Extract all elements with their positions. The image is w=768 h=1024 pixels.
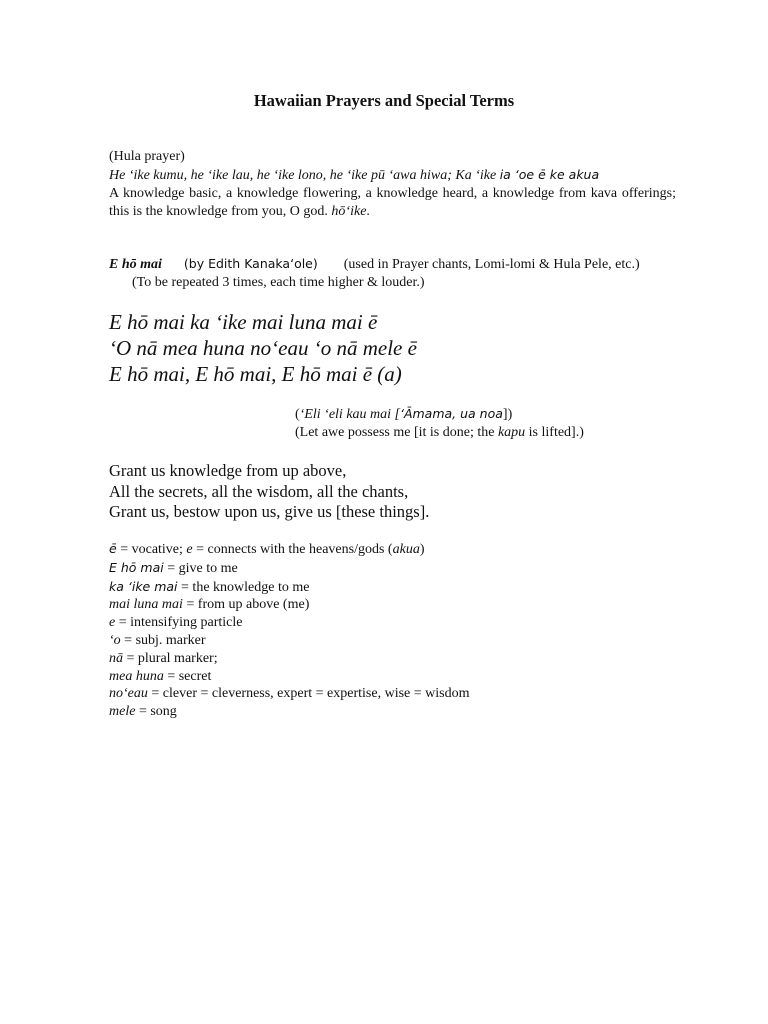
ehomai-author: (by Edith Kanakaʻole): [183, 256, 318, 271]
hula-hawaiian-part-a: He ʻike kumu, he ʻike lau, he ʻike lono, he ʻike pū ʻawa hiwa; Ka ʻike: [109, 168, 500, 183]
glossary: [109, 540, 469, 721]
ehomai-title: E hō mai: [109, 257, 162, 272]
hula-prayer-translation: [109, 185, 676, 221]
glossary-item: [109, 703, 469, 721]
glossary-item: [109, 668, 469, 686]
glossary-term: mai luna mai: [109, 597, 183, 613]
hula-prayer-hawaiian: [109, 166, 676, 185]
glossary-term: noʻeau: [109, 686, 148, 702]
glossary-definition: = the knowledge to me: [177, 579, 310, 595]
glossary-definition: = vocative;: [116, 542, 187, 557]
glossary-definition: ): [419, 542, 425, 557]
glossary-term: akua: [392, 542, 420, 557]
glossary-definition: = subj. marker: [120, 632, 206, 648]
glossary-definition: = song: [135, 704, 177, 720]
hula-hawaiian-part-b: ia ʻoe ē ke akua: [499, 167, 600, 182]
glossary-definition: = intensifying particle: [115, 615, 243, 631]
aside-open: (: [295, 407, 300, 422]
glossary-item: [109, 540, 469, 559]
glossary-item: [109, 614, 469, 632]
chant-translation: [109, 461, 429, 523]
glossary-definition: = give to me: [163, 560, 238, 576]
glossary-term: ka ʻike mai: [109, 578, 178, 594]
chant-line-1: E hō mai ka ʻike mai luna mai ē: [109, 310, 378, 334]
ehomai-title-line: [109, 255, 676, 274]
chant-line-2: ʻO nā mea huna noʻeau ʻo nā mele ē: [109, 336, 417, 360]
glossary-term: mele: [109, 704, 136, 720]
aside-hawaiian-part-a: ʻEli ʻeli kau mai [: [299, 407, 400, 422]
glossary-term: E hō mai: [109, 559, 164, 575]
aside-hawaiian: [295, 405, 584, 424]
glossary-item: [109, 596, 469, 614]
aside-translation-b: is lifted].): [525, 425, 584, 440]
glossary-item: [109, 685, 469, 703]
glossary-item: [109, 578, 469, 597]
ehomai-heading: [109, 255, 676, 292]
glossary-definition: = connects with the heavens/gods (: [192, 542, 393, 557]
glossary-item: [109, 559, 469, 578]
glossary-term: ē: [109, 541, 117, 556]
hula-translation-text: A knowledge basic, a knowledge flowering, a knowledge heard, a knowledge from kava offerings; this is the knowledge from you, O god.: [109, 186, 676, 219]
hula-translation-end: .: [366, 204, 370, 219]
ehomai-repeat-note: (To be repeated 3 times, each time higher & louder.): [132, 275, 425, 290]
grant-line-1: Grant us knowledge from up above,: [109, 461, 347, 480]
aside-translation-a: (Let awe possess me [it is done; the: [295, 425, 498, 440]
grant-line-3: Grant us, bestow upon us, give us [these things].: [109, 502, 430, 521]
hula-translation-term: hōʻike: [331, 204, 367, 219]
page-title: Hawaiian Prayers and Special Terms: [253, 91, 515, 110]
hula-prayer-label: (Hula prayer): [109, 149, 185, 164]
hula-prayer-section: [109, 148, 676, 221]
grant-line-2: All the secrets, all the wisdom, all the chants,: [109, 481, 409, 501]
aside-close: ]): [502, 407, 513, 422]
glossary-term: mea huna: [109, 668, 164, 684]
aside-hawaiian-part-b: ʻĀmama, ua noa: [399, 406, 503, 421]
chant-line-3: E hō mai, E hō mai, E hō mai ē (a): [109, 362, 402, 386]
chant-lyrics: [109, 309, 417, 387]
glossary-term: e: [109, 615, 116, 631]
ehomai-usage: (used in Prayer chants, Lomi-lomi & Hula Pele, etc.): [343, 257, 640, 272]
glossary-definition: = secret: [163, 668, 212, 684]
glossary-term: ʻo: [109, 632, 121, 648]
chant-aside: [295, 405, 584, 442]
glossary-item: [109, 650, 469, 668]
aside-translation: [295, 424, 584, 442]
glossary-definition: = clever = cleverness, expert = expertise, wise = wisdom: [147, 686, 470, 702]
aside-kapu: kapu: [497, 425, 526, 440]
glossary-item: [109, 632, 469, 650]
glossary-term: nā: [109, 650, 123, 666]
glossary-term: e: [186, 542, 193, 557]
glossary-definition: = plural marker;: [123, 650, 218, 666]
glossary-definition: = from up above (me): [182, 597, 310, 613]
